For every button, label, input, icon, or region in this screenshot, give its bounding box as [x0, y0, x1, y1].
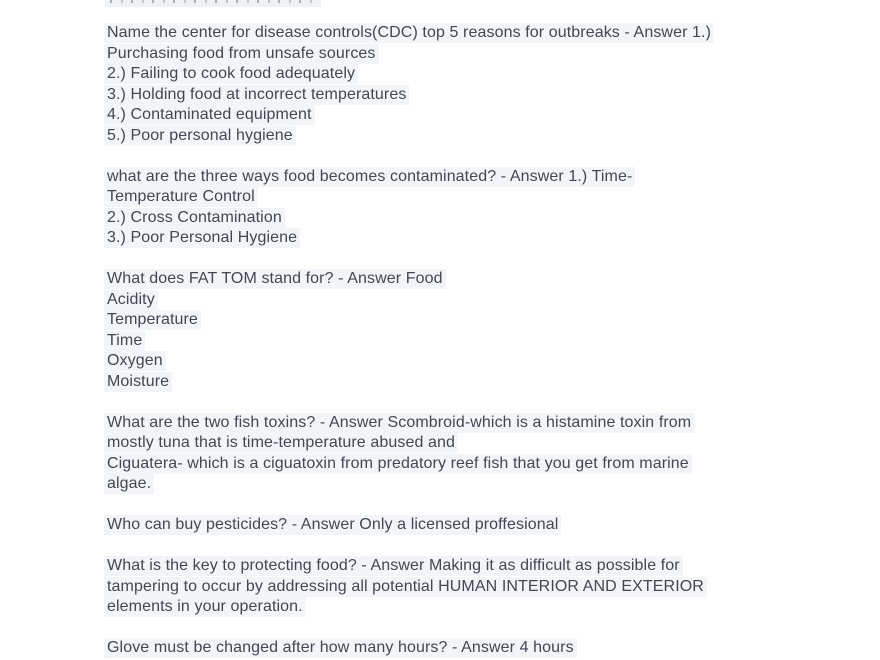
doc-line	[107, 556, 817, 577]
qa-paragraph-protecting-food	[107, 556, 817, 618]
doc-line	[107, 474, 817, 495]
line-text: 4.) Contaminated equipment	[104, 105, 315, 125]
line-text: 2.) Failing to cook food adequately	[104, 64, 358, 84]
doc-line	[107, 454, 817, 475]
qa-paragraph-glove-hours	[107, 638, 817, 659]
qa-paragraph-three-ways	[107, 167, 817, 249]
qa-paragraph-cdc-top5	[107, 23, 817, 146]
doc-line	[107, 372, 817, 393]
clipped-text-line-top	[105, 0, 321, 7]
qa-paragraph-fish-toxins	[107, 413, 817, 495]
line-text: Time	[104, 331, 145, 351]
line-text: Moisture	[104, 372, 172, 392]
doc-line	[107, 515, 817, 536]
doc-line	[107, 331, 817, 352]
doc-line	[107, 44, 817, 65]
doc-line	[107, 23, 817, 44]
line-text: 5.) Poor personal hygiene	[104, 126, 296, 146]
doc-line	[107, 187, 817, 208]
line-text: elements in your operation.	[104, 597, 306, 617]
line-text: 2.) Cross Contamination	[104, 208, 285, 228]
doc-line	[107, 433, 817, 454]
doc-line	[107, 269, 817, 290]
line-text: Glove must be changed after how many hours? - Answer 4 hours	[104, 638, 577, 658]
doc-line	[107, 310, 817, 331]
line-text: 3.) Poor Personal Hygiene	[104, 228, 300, 248]
line-text: Who can buy pesticides? - Answer Only a licensed proffesional	[104, 515, 561, 535]
line-text: Ciguatera- which is a ciguatoxin from predatory reef fish that you get from marine	[104, 454, 692, 474]
doc-line	[107, 167, 817, 188]
qa-paragraph-pesticides	[107, 515, 817, 536]
document-text	[107, 23, 817, 660]
line-text: Temperature	[104, 310, 201, 330]
qa-paragraph-fat-tom	[107, 269, 817, 392]
doc-line	[107, 351, 817, 372]
line-text: Acidity	[104, 290, 158, 310]
line-text: 3.) Holding food at incorrect temperatures	[104, 85, 409, 105]
line-text: What is the key to protecting food? - Answer Making it as difficult as possible for	[104, 556, 683, 576]
doc-line	[107, 290, 817, 311]
line-text: what are the three ways food becomes contaminated? - Answer 1.) Time-	[104, 167, 635, 187]
doc-line	[107, 577, 817, 598]
doc-line	[107, 638, 817, 659]
line-text: algae.	[104, 474, 154, 494]
line-text: Purchasing food from unsafe sources	[104, 44, 379, 64]
doc-line	[107, 126, 817, 147]
line-text: mostly tuna that is time-temperature abused and	[104, 433, 458, 453]
doc-line	[107, 64, 817, 85]
doc-line	[107, 105, 817, 126]
clipped-glyph-bottoms	[110, 0, 316, 3]
doc-line	[107, 208, 817, 229]
line-text: Name the center for disease controls(CDC) top 5 reasons for outbreaks - Answer 1.)	[104, 23, 714, 43]
line-text: What are the two fish toxins? - Answer Scombroid-which is a histamine toxin from	[104, 413, 694, 433]
doc-line	[107, 85, 817, 106]
line-text: Temperature Control	[104, 187, 258, 207]
doc-line	[107, 597, 817, 618]
line-text: tampering to occur by addressing all potential HUMAN INTERIOR AND EXTERIOR	[104, 577, 707, 597]
line-text: What does FAT TOM stand for? - Answer Food	[104, 269, 446, 289]
doc-line	[107, 228, 817, 249]
line-text: Oxygen	[104, 351, 166, 371]
doc-line	[107, 413, 817, 434]
